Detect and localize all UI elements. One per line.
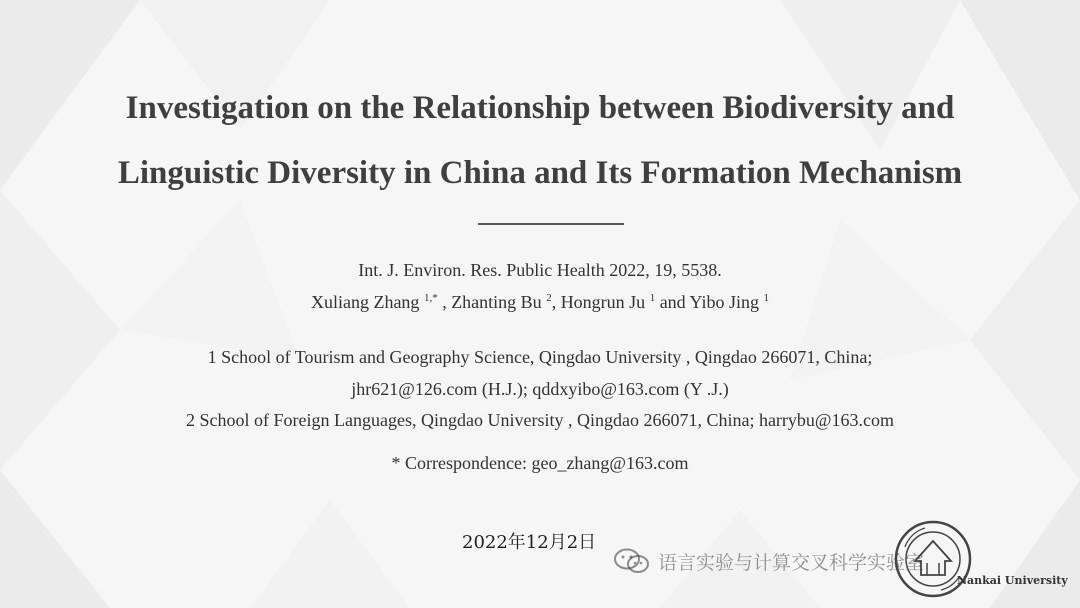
correspondence: * Correspondence: geo_zhang@163.com bbox=[391, 453, 689, 473]
author-affiliation-mark: 1 bbox=[649, 292, 656, 304]
author-name: Xuliang Zhang bbox=[310, 292, 420, 312]
affiliation-1: 1 School of Tourism and Geography Science, Qingdao University , Qingdao 266071, China; bbox=[207, 347, 873, 367]
author-affiliation-mark: 1 bbox=[763, 292, 770, 304]
author-name: Hongrun Ju bbox=[560, 292, 646, 312]
author-name: Zhanting Bu bbox=[451, 292, 542, 312]
wechat-watermark bbox=[612, 546, 924, 576]
title-divider bbox=[478, 223, 624, 225]
author-separator: and bbox=[655, 292, 690, 312]
wechat-icon bbox=[612, 546, 652, 576]
nankai-seal-icon bbox=[893, 519, 973, 599]
author-affiliation-mark: 1,* bbox=[423, 292, 438, 304]
title-line-2: Linguistic Diversity in China and Its Formation Mechanism bbox=[117, 155, 963, 191]
affiliation-1-emails: jhr621@126.com (H.J.); qddxyibo@163.com (Y .J.) bbox=[351, 379, 729, 399]
journal-citation: Int. J. Environ. Res. Public Health 2022, 19, 5538. bbox=[358, 260, 722, 280]
university-name: Nankai University bbox=[957, 574, 1068, 587]
presentation-date: 2022年12月2日 bbox=[462, 532, 597, 553]
author-separator: , bbox=[437, 292, 452, 312]
watermark-text: 语言实验与计算交叉科学实验室 bbox=[658, 551, 925, 574]
affiliation-2: 2 School of Foreign Languages, Qingdao University , Qingdao 266071, China; harrybu@163.com bbox=[186, 410, 894, 430]
author-list bbox=[40, 290, 1040, 314]
title-line-1: Investigation on the Relationship between Biodiversity and bbox=[125, 90, 955, 126]
author-name: Yibo Jing bbox=[689, 292, 760, 312]
author-separator: , bbox=[551, 292, 561, 312]
author-affiliation-mark: 2 bbox=[546, 292, 552, 304]
